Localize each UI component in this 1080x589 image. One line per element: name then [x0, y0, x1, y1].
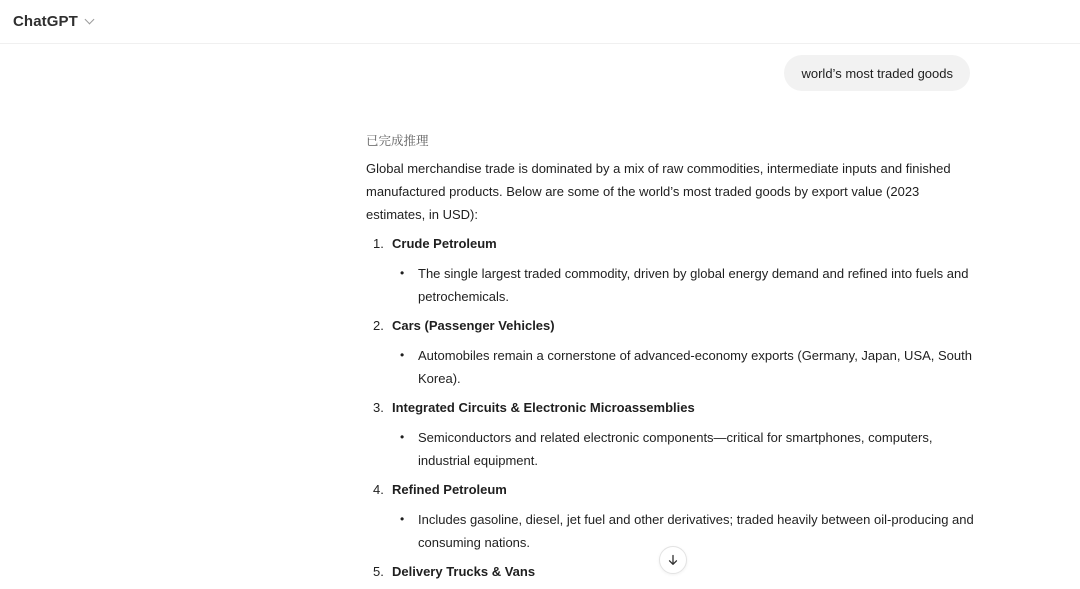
list-item: [366, 478, 976, 554]
response-intro: Global merchandise trade is dominated by a mix of raw commodities, intermediate inputs and finished manufactured products. Below are some of the world’s most traded goods by export value (2023 estimates, in USD):: [366, 161, 951, 222]
list-item-detail: Semiconductors and related electronic components—critical for smartphones, computers, industrial equipment.: [418, 430, 933, 468]
bullet-dot: •: [400, 512, 405, 526]
list-item-number: 4.: [373, 482, 384, 497]
list-item-title: Crude Petroleum: [392, 236, 497, 251]
list-item-title: Refined Petroleum: [392, 482, 507, 497]
assistant-response: [366, 129, 976, 589]
list-item-detail: Includes gasoline, diesel, jet fuel and other derivatives; traded heavily between oil-producing and consuming nations.: [418, 512, 974, 550]
list-item-detail: The single largest traded commodity, driven by global energy demand and refined into fuels and petrochemicals.: [418, 266, 969, 304]
bullet-dot: •: [400, 430, 405, 444]
chevron-down-icon: [84, 15, 94, 25]
bullet-dot: •: [400, 348, 405, 362]
list-item: [366, 314, 976, 390]
traded-goods-list: [366, 232, 976, 583]
list-item-detail: Automobiles remain a cornerstone of advanced-economy exports (Germany, Japan, USA, South Korea).: [418, 348, 972, 386]
model-name: ChatGPT: [13, 13, 78, 30]
list-item-title: Integrated Circuits & Electronic Microassemblies: [392, 400, 695, 415]
list-item-number: 2.: [373, 318, 384, 333]
list-item-number: 1.: [373, 236, 384, 251]
user-message-bubble: [784, 55, 970, 91]
list-item: [366, 232, 976, 308]
list-item-title: Cars (Passenger Vehicles): [392, 318, 555, 333]
list-item-number: 5.: [373, 564, 384, 579]
arrow-down-icon: [667, 554, 679, 566]
top-bar: [0, 0, 1080, 44]
bullet-dot: •: [400, 266, 405, 280]
reasoning-toggle[interactable]: 已完成推理: [366, 133, 429, 148]
list-item-title: Delivery Trucks & Vans: [392, 564, 536, 579]
model-selector[interactable]: [13, 10, 93, 33]
scroll-to-bottom-button[interactable]: [659, 546, 687, 574]
user-message-text: world’s most traded goods: [801, 65, 953, 81]
list-item: [366, 396, 976, 472]
list-item-number: 3.: [373, 400, 384, 415]
